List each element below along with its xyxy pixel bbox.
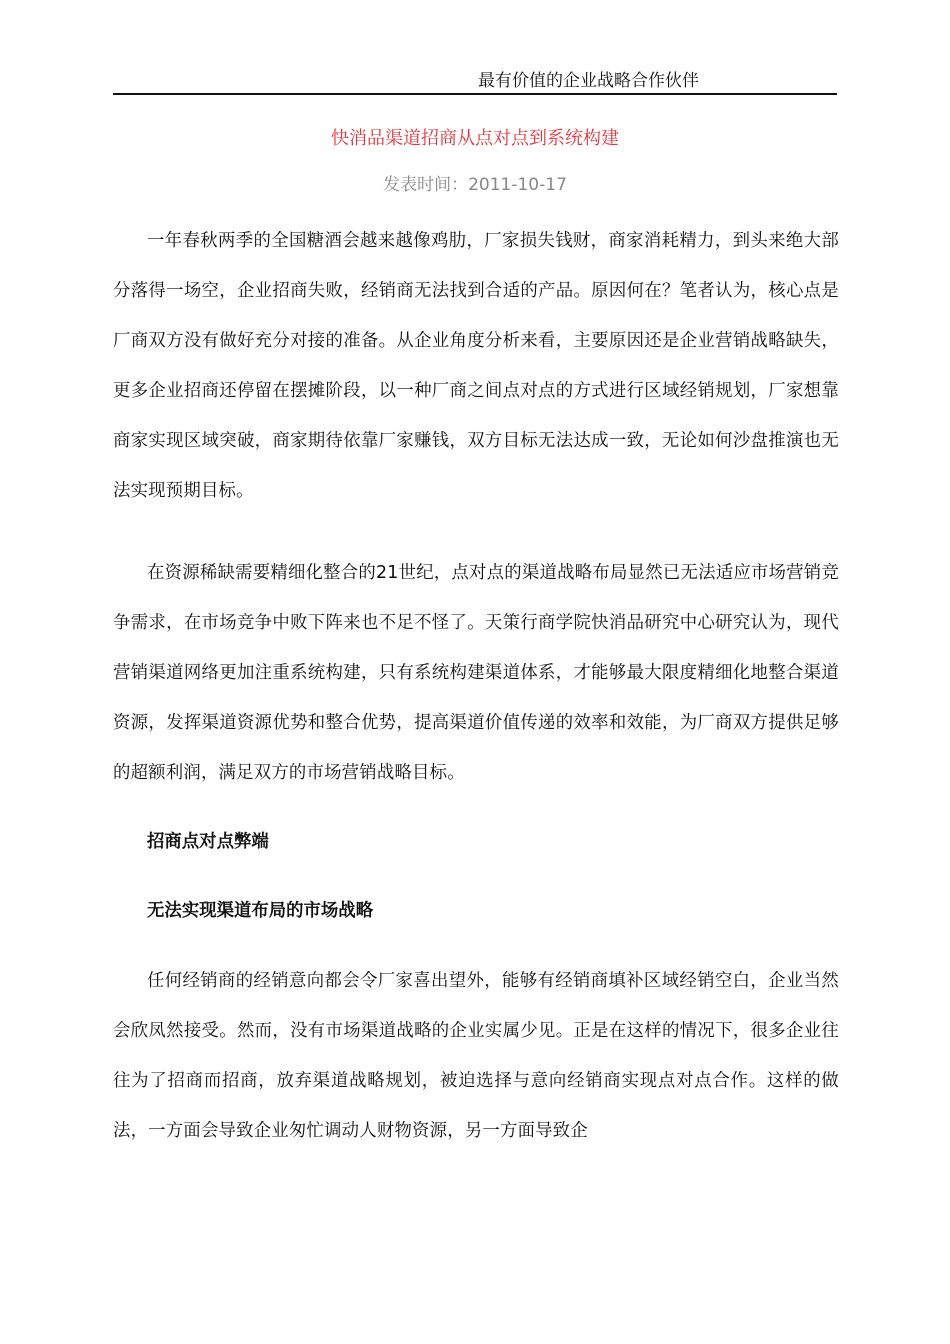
heading-1: 招商点对点弊端 [147, 832, 269, 852]
heading-2: 无法实现渠道布局的市场战略 [147, 901, 374, 921]
article-title: 快消品渠道招商从点对点到系统构建 [331, 128, 619, 149]
header-tagline: 最有价值的企业战略合作伙伴 [478, 71, 699, 91]
paragraph-3: 任何经销商的经销意向都会令厂家喜出望外，能够有经销商填补区域经销空白，企业当然会欣凤然接受。然而，没有市场渠道战略的企业实属少见。正是在这样的情况下，很多企业往往为了招商而招商，放弃渠道战略规划，被迫选择与意向经销商实现点对点合作。这样的做法，一方面会导致企业匆忙调动人财物资源，另一方面导致企 [113, 971, 839, 1141]
header-divider [113, 93, 837, 95]
article-body [113, 216, 839, 516]
article-body-3 [113, 956, 839, 1156]
subsection-heading [113, 899, 839, 923]
paragraph-2: 在资源稀缺需要精细化整合的21世纪，点对点的渠道战略布局显然已无法适应市场营销竞争需求，在市场竞争中败下阵来也不足不怪了。天策行商学院快消品研究中心研究认为，现代营销渠道网络更加注重系统构建，只有系统构建渠道体系，才能够最大限度精细化地整合渠道资源，发挥渠道资源优势和整合优势，提高渠道价值传递的效率和效能，为厂商双方提供足够的超额利润，满足双方的市场营销战略目标。 [113, 563, 839, 783]
publish-date: 发表时间：2011-10-17 [383, 175, 567, 195]
paragraph-1: 一年春秋两季的全国糖酒会越来越像鸡肋，厂家损失钱财，商家消耗精力，到头来绝大部分落得一场空，企业招商失败，经销商无法找到合适的产品。原因何在？笔者认为，核心点是厂商双方没有做好充分对接的准备。从企业角度分析来看，主要原因还是企业营销战略缺失，更多企业招商还停留在摆摊阶段，以一种厂商之间点对点的方式进行区域经销规划，厂家想靠商家实现区域突破，商家期待依靠厂家赚钱，双方目标无法达成一致，无论如何沙盘推演也无法实现预期目标。 [113, 231, 839, 501]
section-heading [113, 830, 839, 854]
article-body-2 [113, 548, 839, 798]
